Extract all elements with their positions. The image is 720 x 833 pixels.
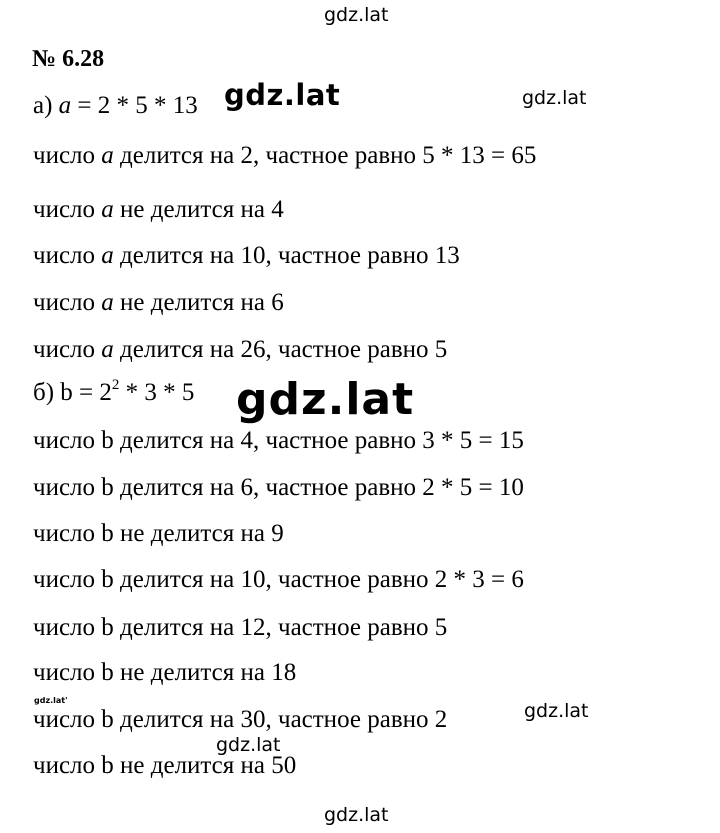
watermark-large: gdz.lat (236, 374, 415, 425)
part-a-line (33, 242, 460, 270)
var-a: a (101, 242, 114, 269)
watermark-mid-lower: gdz.lat (216, 734, 281, 756)
part-b-exponent: 2 (111, 376, 120, 393)
watermark-bottom: gdz.lat (324, 804, 389, 826)
part-a-expr: = 2 * 5 * 13 (71, 92, 198, 119)
line-text: не делится на 6 (113, 289, 284, 316)
part-a-line (33, 142, 536, 170)
watermark-right-upper: gdz.lat (522, 87, 587, 109)
part-b-line: число b делится на 4, частное равно 3 * 5 = 15 (33, 427, 524, 454)
var-a: a (101, 289, 114, 316)
line-text: делится на 2, частное равно 5 * 13 = 65 (113, 142, 537, 169)
line-prefix: число (33, 242, 102, 269)
line-prefix: число (33, 142, 102, 169)
part-b-line: число b не делится на 9 (33, 520, 284, 547)
part-a-line (33, 289, 284, 317)
part-a-header (33, 92, 198, 120)
part-a-label: а) (33, 92, 53, 119)
watermark-tiny: gdz.lat' (34, 696, 68, 705)
part-a-line (33, 336, 447, 364)
line-text: делится на 26, частное равно 5 (113, 336, 448, 363)
var-a: a (101, 196, 114, 223)
part-b-label: б) b = 2 (33, 379, 112, 406)
part-b-rest: * 3 * 5 (119, 379, 195, 406)
var-a: a (101, 336, 114, 363)
watermark-right-lower: gdz.lat (524, 700, 589, 722)
var-a: a (101, 142, 114, 169)
part-a-line (33, 196, 284, 224)
part-b-line: число b делится на 6, частное равно 2 * 5 = 10 (33, 474, 524, 501)
part-b-header (33, 376, 195, 407)
part-b-line: число b не делится на 50 (33, 752, 297, 779)
line-text: делится на 10, частное равно 13 (113, 242, 460, 269)
line-prefix: число (33, 196, 102, 223)
part-b-line: число b делится на 12, частное равно 5 (33, 614, 448, 641)
part-b-line: число b делится на 30, частное равно 2 (33, 706, 448, 733)
watermark-top: gdz.lat (324, 4, 389, 26)
var-a: a (58, 92, 72, 119)
line-text: не делится на 4 (113, 196, 284, 223)
problem-title: № 6.28 (32, 46, 105, 72)
line-prefix: число (33, 289, 102, 316)
part-b-line: число b делится на 10, частное равно 2 * 3 = 6 (33, 566, 524, 593)
part-b-line: число b не делится на 18 (33, 659, 297, 686)
watermark-inline: gdz.lat (224, 78, 341, 112)
line-prefix: число (33, 336, 102, 363)
